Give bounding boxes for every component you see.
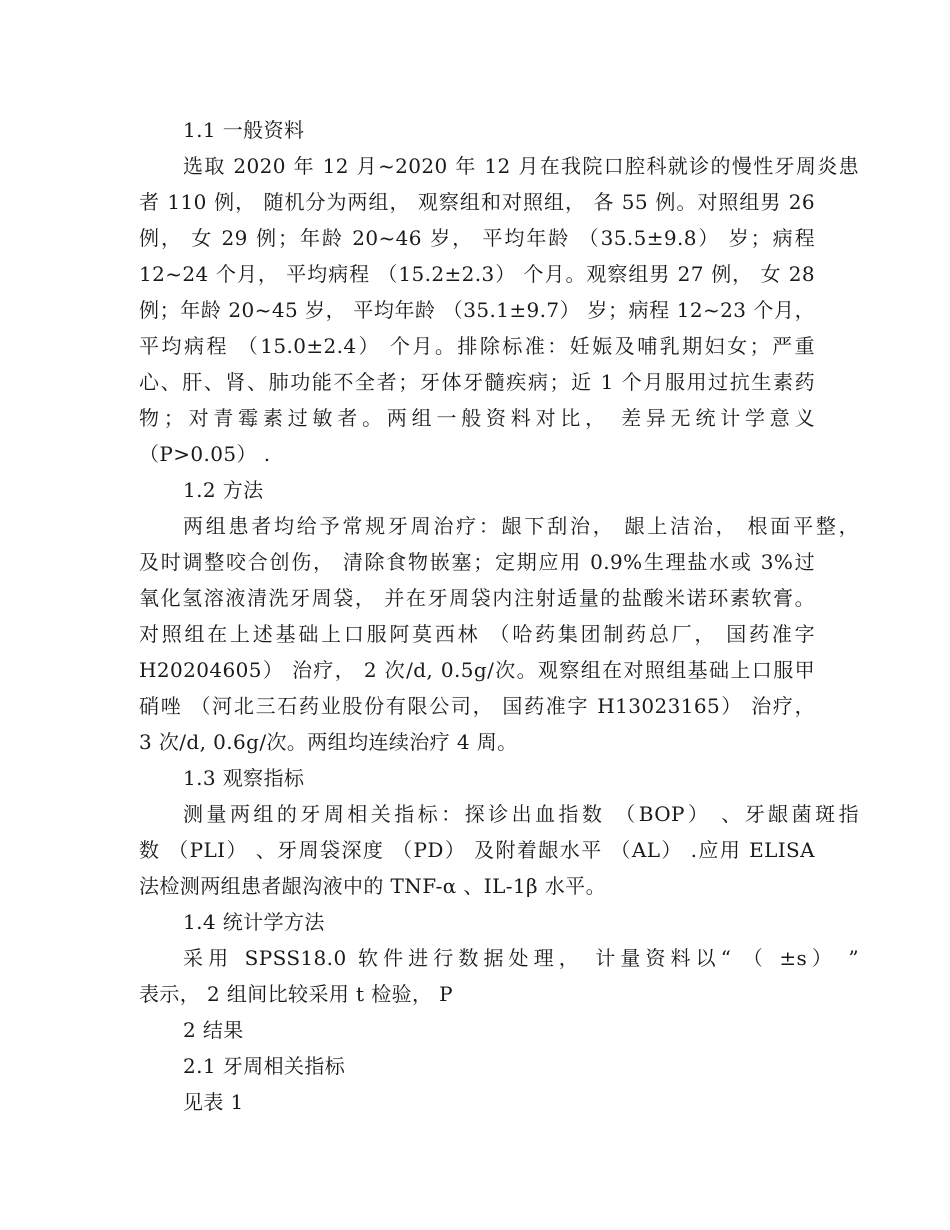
section-heading-results: 2 结果	[183, 1018, 244, 1042]
paragraph-line: 选取 2020 年 12 月~2020 年 12 月在我院口腔科就诊的慢性牙周炎患	[183, 154, 859, 178]
paragraph-line: 物；对青霉素过敏者。两组一般资料对比， 差异无统计学意义	[139, 406, 815, 430]
paragraph-line: 例；年龄 20~45 岁， 平均年龄 （35.1±9.7） 岁；病程 12~23 个月，	[139, 298, 815, 322]
paragraph-line: H20204605） 治疗， 2 次/d, 0.5g/次。观察组在对照组基础上口服甲	[139, 658, 815, 682]
paragraph-line: 对照组在上述基础上口服阿莫西林 （哈药集团制药总厂， 国药准字	[139, 622, 815, 646]
paragraph-line: 例， 女 29 例；年龄 20~46 岁， 平均年龄 （35.5±9.8） 岁；病程	[139, 226, 815, 250]
paragraph-line: 氧化氢溶液清洗牙周袋， 并在牙周袋内注射适量的盐酸米诺环素软膏。	[139, 586, 815, 610]
paragraph-line: 测量两组的牙周相关指标：探诊出血指数 （BOP） 、牙龈菌斑指	[183, 802, 859, 826]
section-heading-statistics: 1.4 统计学方法	[183, 910, 325, 934]
paragraph-line: 采用 SPSS18.0 软件进行数据处理， 计量资料以“ （ ±s） ”	[183, 946, 859, 970]
paragraph-line: 两组患者均给予常规牙周治疗：龈下刮治， 龈上洁治， 根面平整，	[183, 514, 859, 538]
paragraph-line: 硝唑 （河北三石药业股份有限公司， 国药准字 H13023165） 治疗，	[139, 694, 815, 718]
paragraph-line: 法检测两组患者龈沟液中的 TNF-α 、IL-1β 水平。	[139, 874, 606, 898]
paragraph-line: 平均病程 （15.0±2.4） 个月。排除标准：妊娠及哺乳期妇女；严重	[139, 334, 815, 358]
table-reference: 见表 1	[183, 1090, 244, 1114]
section-heading-periodontal-indicators: 2.1 牙周相关指标	[183, 1054, 346, 1078]
paragraph-line: 表示， 2 组间比较采用 t 检验， P	[139, 982, 454, 1006]
section-heading-general-data: 1.1 一般资料	[183, 118, 305, 142]
paragraph-line: 及时调整咬合创伤， 清除食物嵌塞；定期应用 0.9%生理盐水或 3%过	[139, 550, 815, 574]
paragraph-line: 数 （PLI） 、牙周袋深度 （PD） 及附着龈水平 （AL） .应用 ELISA	[139, 838, 815, 862]
paragraph-line: （P>0.05） .	[139, 442, 271, 466]
paragraph-line: 3 次/d, 0.6g/次。两组均连续治疗 4 周。	[139, 730, 518, 754]
paragraph-line: 12~24 个月， 平均病程 （15.2±2.3） 个月。观察组男 27 例， 女 28	[139, 262, 815, 286]
paragraph-line: 者 110 例， 随机分为两组， 观察组和对照组， 各 55 例。对照组男 26	[139, 190, 815, 214]
paragraph-line: 心、肝、肾、肺功能不全者；牙体牙髓疾病；近 1 个月服用过抗生素药	[139, 370, 815, 394]
section-heading-observation-indicators: 1.3 观察指标	[183, 766, 305, 790]
section-heading-methods: 1.2 方法	[183, 478, 264, 502]
